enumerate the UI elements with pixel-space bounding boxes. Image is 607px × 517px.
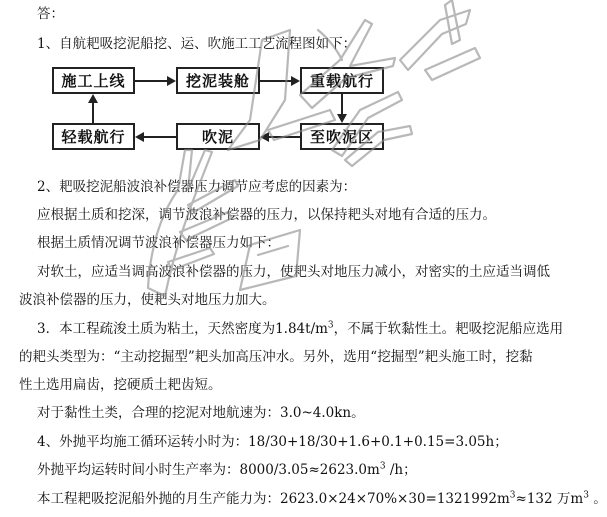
flow-arrow-left-1 — [268, 136, 300, 138]
flow-step-discharge: 吹泥 — [176, 123, 260, 150]
s4-line-2-text-b: /h； — [385, 462, 417, 478]
flow-step-start: 施工上线 — [52, 67, 135, 94]
s3-line-1-sup: 3 — [327, 320, 334, 331]
flow-arrow-right-2 — [260, 80, 292, 82]
s3-line-2: 的耙头类型为：“主动挖掘型”耙头加高压冲水。另外，选用“挖掘型”耙头施工时，挖黏 — [19, 349, 533, 365]
flow-step-to-discharge: 至吹泥区 — [300, 123, 384, 150]
s4-line-2 — [37, 461, 417, 479]
flow-arrow-down — [341, 94, 343, 115]
s3-line-1-text: 3．本工程疏浚土质为粘土，天然密度为1.84t/m — [37, 321, 328, 337]
s4-line-3-text: 本工程耙吸挖泥船外抛的月生产能力为：2623.0×24×70%×30=1321992m — [37, 491, 510, 507]
s2-line-1: 应根据土质和挖深，调节波浪补偿器的压力，以保持耙头对地有合适的压力。 — [37, 207, 496, 223]
s4-line-2-text: 外抛平均运转时间小时生产率为：8000/3.05≈2623.0m — [37, 462, 380, 478]
flow-step-light-sail: 轻载航行 — [52, 123, 135, 150]
flow-arrow-left-2 — [143, 136, 176, 138]
s3-line-3: 性土选用扁齿，挖硬质土耙齿短。 — [19, 377, 222, 393]
s2-line-4: 波浪补偿器的压力，使耙头对地压力加大。 — [19, 292, 276, 308]
s4-line-3-sup: 3 — [509, 490, 516, 501]
answer-label: 答： — [37, 6, 64, 22]
flow-step-loaded-sail: 重载航行 — [300, 67, 384, 94]
flow-arrow-up — [92, 102, 94, 123]
s4-line-3-text-c: 。 — [588, 491, 607, 507]
s4-line-2-sup: 3 — [379, 461, 386, 472]
section2-title: 2、耙吸挖泥船波浪补偿器压力调节应考虑的因素为： — [37, 179, 357, 195]
flow-step-dredge: 挖泥装舱 — [176, 67, 260, 94]
s2-line-3: 对软土，应适当调高波浪补偿器的压力，使耙头对地压力减小，对密实的土应适当调低 — [37, 264, 550, 280]
flow-arrow-right-1 — [135, 80, 168, 82]
s4-line-3 — [37, 490, 607, 508]
s4-line-1: 4、外抛平均施工循环运转小时为：18/30+18/30+1.6+0.1+0.15=3.05h； — [37, 434, 508, 450]
s2-line-2: 根据土质情况调节波浪补偿器压力如下： — [37, 235, 280, 251]
section1-title: 1、自航耙吸挖泥船挖、运、吹施工工艺流程图如下： — [37, 36, 357, 52]
s4-line-3-text-b: ≈132 万m — [515, 491, 584, 507]
s3-line-4: 对于黏性土类，合理的挖泥对地航速为：3.0~4.0kn。 — [37, 405, 365, 421]
s3-line-1 — [37, 320, 563, 338]
s4-line-3-sup-2: 3 — [583, 490, 589, 501]
s3-line-1-text-b: ，不属于软黏性土。耙吸挖泥船应选用 — [333, 321, 564, 337]
